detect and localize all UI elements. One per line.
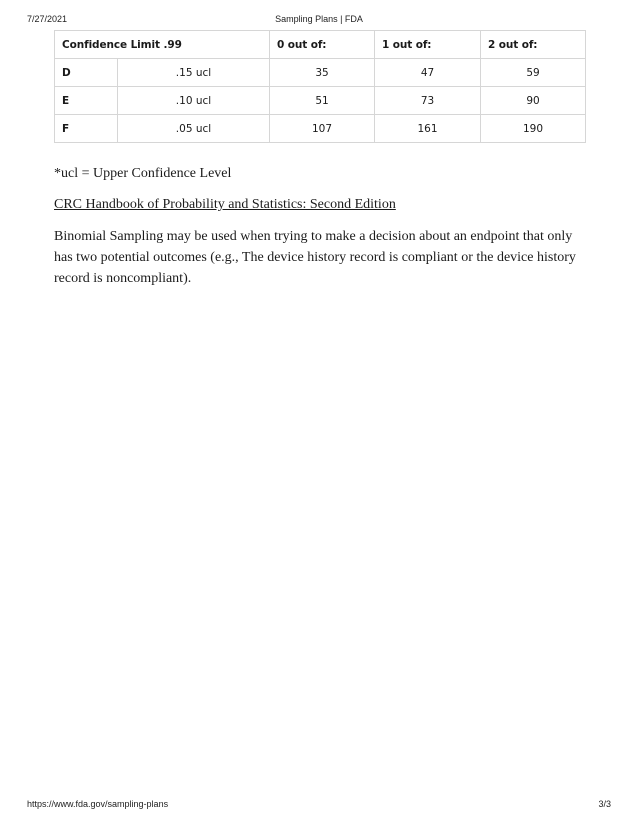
table-row	[55, 115, 586, 143]
column-header-2-out-of: 2 out of:	[481, 31, 586, 59]
print-footer	[27, 799, 611, 811]
table-row	[55, 87, 586, 115]
row-code: E	[55, 87, 118, 115]
row-code: D	[55, 59, 118, 87]
sampling-plan-table	[54, 30, 586, 143]
reference	[54, 194, 586, 215]
row-2-out-of: 59	[481, 59, 586, 87]
print-page-title: Sampling Plans | FDA	[275, 14, 363, 24]
column-header-1-out-of: 1 out of:	[375, 31, 481, 59]
print-url: https://www.fda.gov/sampling-plans	[27, 799, 169, 809]
print-header	[27, 14, 611, 26]
table-row	[55, 59, 586, 87]
column-header-confidence-limit: Confidence Limit .99	[55, 31, 270, 59]
print-page-number: 3/3	[598, 799, 611, 809]
row-ucl: .10 ucl	[118, 87, 270, 115]
print-date: 7/27/2021	[27, 14, 68, 24]
row-0-out-of: 51	[270, 87, 375, 115]
row-1-out-of: 47	[375, 59, 481, 87]
column-header-0-out-of: 0 out of:	[270, 31, 375, 59]
row-code: F	[55, 115, 118, 143]
row-0-out-of: 35	[270, 59, 375, 87]
table-header-row	[55, 31, 586, 59]
row-2-out-of: 190	[481, 115, 586, 143]
row-ucl: .15 ucl	[118, 59, 270, 87]
row-1-out-of: 161	[375, 115, 481, 143]
ucl-footnote: *ucl = Upper Confidence Level	[54, 166, 232, 181]
binomial-sampling-paragraph: Binomial Sampling may be used when trying to make a decision about an endpoint that only has two potential outcomes (e.g., The device history record is compliant or the device history record is noncompliant).	[54, 229, 576, 286]
row-1-out-of: 73	[375, 87, 481, 115]
crc-handbook-link[interactable]: CRC Handbook of Probability and Statistics: Second Edition	[54, 197, 396, 212]
row-0-out-of: 107	[270, 115, 375, 143]
row-ucl: .05 ucl	[118, 115, 270, 143]
row-2-out-of: 90	[481, 87, 586, 115]
